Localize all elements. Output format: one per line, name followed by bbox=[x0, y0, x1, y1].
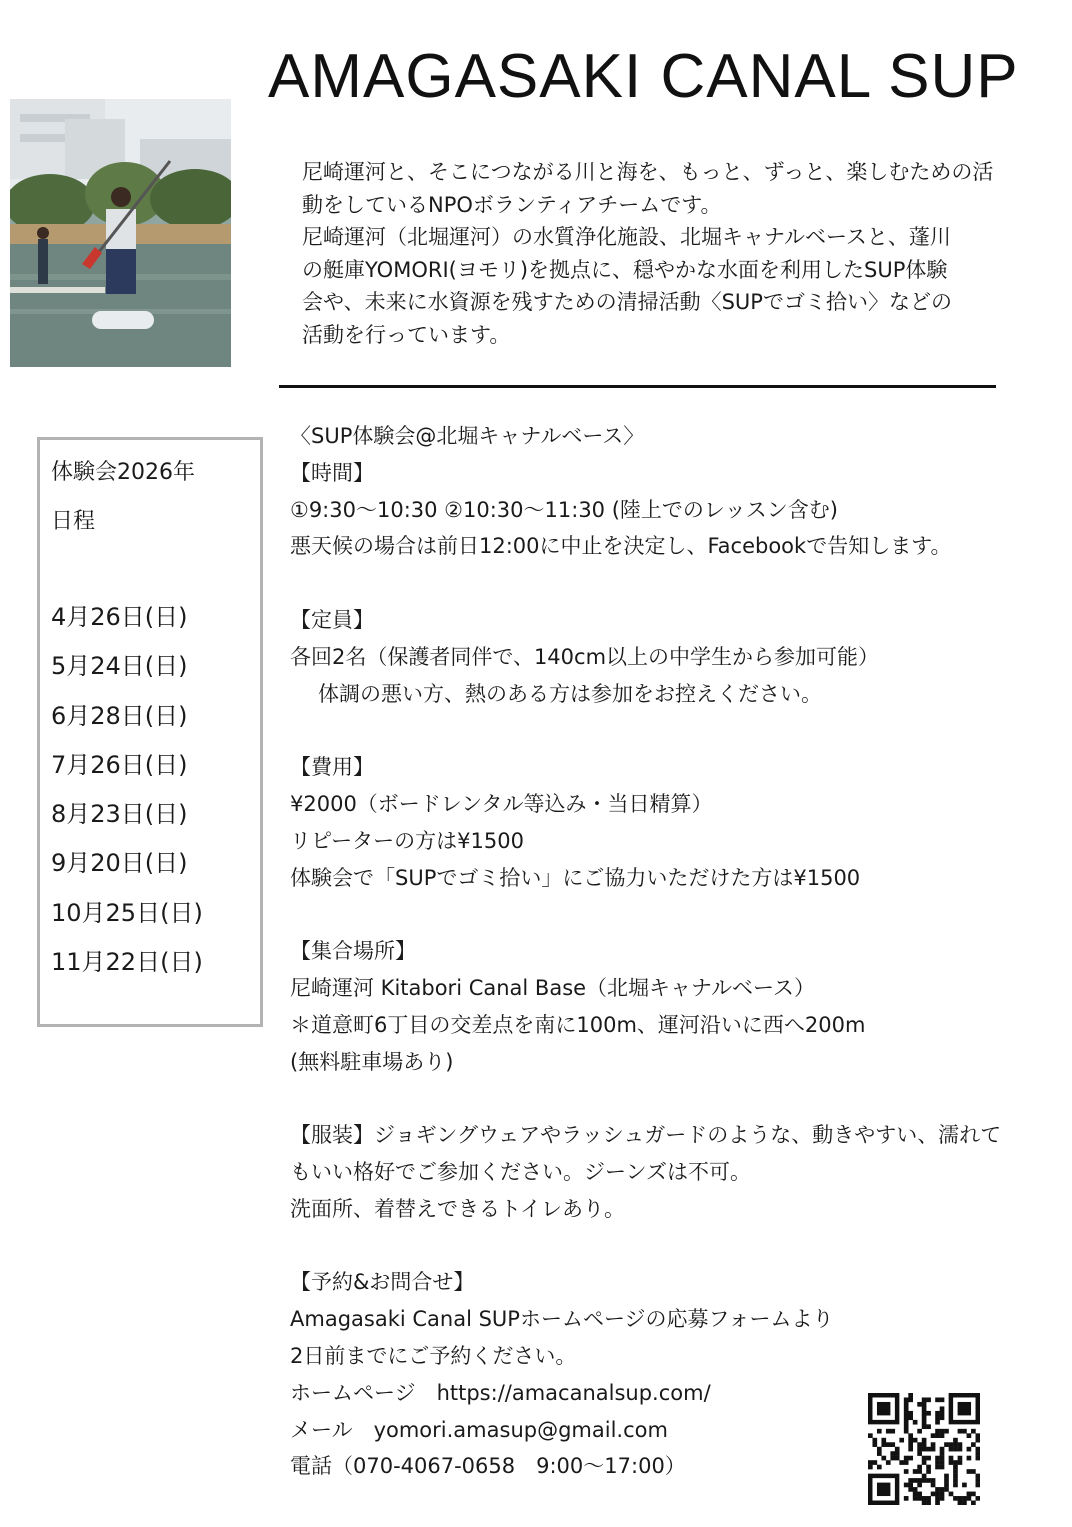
schedule-date: 11月22日(日) bbox=[51, 948, 203, 977]
email-link[interactable]: メール yomori.amasup@gmail.com bbox=[290, 1417, 668, 1442]
time-heading: 【時間】 bbox=[290, 460, 374, 485]
reservation-line: Amagasaki Canal SUPホームページの応募フォームより bbox=[290, 1307, 834, 1332]
schedule-title-line1: 体験会2026年 bbox=[51, 460, 195, 485]
meeting-line: (無料駐車場あり) bbox=[290, 1049, 454, 1074]
reservation-line: 2日前までにご予約ください。 bbox=[290, 1343, 577, 1368]
qr-code-icon[interactable] bbox=[868, 1393, 980, 1505]
fee-heading: 【費用】 bbox=[290, 755, 374, 780]
intro-line: 動をしているNPOボランティアチームです。 bbox=[302, 192, 722, 217]
schedule-title bbox=[51, 448, 261, 546]
capacity-heading: 【定員】 bbox=[290, 607, 374, 632]
fee-line: リピーターの方は¥1500 bbox=[290, 828, 524, 853]
schedule-date: 9月20日(日) bbox=[51, 849, 188, 878]
time-line: ①9:30〜10:30 ②10:30〜11:30 (陸上でのレッスン含む) bbox=[290, 497, 838, 522]
schedule-date: 4月26日(日) bbox=[51, 603, 188, 631]
meeting-heading: 【集合場所】 bbox=[290, 939, 416, 964]
schedule-date: 7月26日(日) bbox=[51, 750, 188, 779]
schedule-date: 5月24日(日) bbox=[51, 652, 188, 681]
meeting-line: ＊道意町6丁目の交差点を南に100m、運河沿いに西へ200m bbox=[290, 1012, 866, 1037]
capacity-line: 各回2名（保護者同伴で、140cm以上の中学生から参加可能） bbox=[290, 644, 880, 669]
fee-line: ¥2000（ボードレンタル等込み・当日精算） bbox=[290, 791, 713, 816]
intro-line: 活動を行っています。 bbox=[302, 322, 511, 347]
intro-line: 尼崎運河（北堀運河）の水質浄化施設、北堀キャナルベースと、蓬川 bbox=[302, 225, 951, 250]
divider bbox=[279, 385, 996, 388]
intro-line: の艇庫YOMORI(ヨモリ)を拠点に、穏やかな水面を利用したSUP体験 bbox=[302, 257, 948, 282]
schedule-title-line2: 日程 bbox=[51, 509, 96, 534]
page-title: AMAGASAKI CANAL SUP bbox=[268, 42, 1019, 111]
intro-line: 会や、未来に水資源を残すための清掃活動〈SUPでゴミ拾い〉などの bbox=[302, 290, 952, 315]
clothing-line: 洗面所、着替えできるトイレあり。 bbox=[290, 1196, 625, 1221]
intro-line: 尼崎運河と、そこにつながる川と海を、もっと、ずっと、楽しむための活 bbox=[302, 160, 994, 184]
clothing-line: もいい格好でご参加ください。ジーンズは不可。 bbox=[290, 1159, 751, 1184]
sup-paddler-photo bbox=[10, 99, 231, 367]
event-heading: 〈SUP体験会@北堀キャナルベース〉 bbox=[290, 424, 645, 448]
reservation-heading: 【予約&お問合せ】 bbox=[290, 1270, 475, 1295]
phone-number: 電話（070-4067-0658 9:00〜17:00） bbox=[290, 1454, 686, 1479]
schedule-dates bbox=[51, 593, 203, 987]
meeting-line: 尼崎運河 Kitabori Canal Base（北堀キャナルベース） bbox=[290, 975, 815, 1000]
homepage-link[interactable]: ホームページ https://amacanalsup.com/ bbox=[290, 1380, 711, 1405]
schedule-box bbox=[37, 437, 263, 1027]
capacity-note: 体調の悪い方、熱のある方は参加をお控えください。 bbox=[318, 681, 822, 706]
schedule-date: 8月23日(日) bbox=[51, 800, 188, 829]
schedule-date: 10月25日(日) bbox=[51, 898, 203, 927]
time-note: 悪天候の場合は前日12:00に中止を決定し、Facebookで告知します。 bbox=[290, 534, 952, 559]
clothing-line: 【服装】ジョギングウェアやラッシュガードのような、動きやすい、濡れて bbox=[290, 1123, 1002, 1148]
fee-line: 体験会で「SUPでゴミ拾い」にご協力いただけた方は¥1500 bbox=[290, 865, 861, 890]
schedule-date: 6月28日(日) bbox=[51, 701, 188, 730]
event-details bbox=[290, 418, 1065, 1485]
intro-text bbox=[302, 156, 1042, 352]
